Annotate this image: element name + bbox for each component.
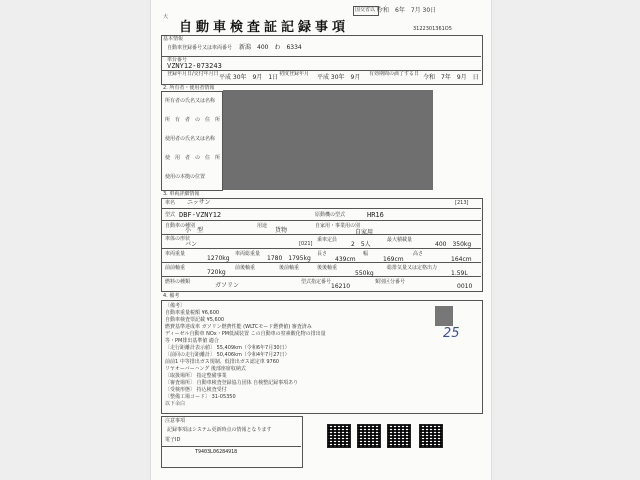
max-load-label: 最大積載量 [387,237,413,243]
chassis-label: 車台番号 [167,57,188,63]
class-no-value: 0010 [457,283,473,290]
basic-info-label: 基本情報 [163,36,184,42]
model-value: DBF-VZNY12 [179,211,222,219]
handwritten-number: 25 [443,326,460,341]
rear-rear-label: 後後軸重 [317,265,338,271]
qr-code-1 [327,424,351,448]
shape-value: バン [185,241,198,248]
weight-value: 1270kg [207,255,230,262]
kind-value: 小 型 [185,227,204,234]
top-right-label: 国交省以下 [353,6,379,16]
notice-text: 記録事項はシステム更新時点の情報となります [167,427,272,433]
rear-rear-value: 550kg [355,270,374,277]
first-year-value: 平成 30年 9月 [317,74,361,81]
rear-front-label: 後前軸重 [279,265,300,271]
vehicle-section-heading: 3. 車両詳細情報 [163,191,200,197]
purpose-value: 自家用 [355,229,374,236]
maker-label: 車名 [165,200,176,206]
height-label: 高さ [413,251,424,257]
type-no-label: 型式指定番号 [301,279,332,285]
maker-code: [213] [455,200,469,206]
note-line: 〔備考〕 [165,303,186,309]
owner-section-heading: 2. 所有者・使用者情報 [163,85,215,91]
title-prefix: 大 [163,14,169,20]
width-label: 幅 [363,251,369,257]
front-rear-label: 前後軸重 [235,265,256,271]
engine-value: HR16 [367,211,384,219]
gross-value: 1780 1795kg [267,255,311,262]
first-reg-value: 平成 30年 9月 1日 [219,74,279,81]
shape-code: [021] [299,241,313,247]
gross-label: 車両総重量 [235,251,261,257]
cert-label: 電子ID [165,437,181,443]
note-line: 等・PM排出基準値 適合 [165,338,219,344]
displacement-label: 総排気量又は定格出力 [387,265,438,271]
maker-value: ニッサン [187,199,211,206]
document-page [150,0,492,480]
expiry-value: 令和 7年 9月 日 [423,74,479,81]
use-value: 貨物 [275,227,288,234]
height-value: 164cm [451,256,472,263]
capacity-label: 乗車定員 [317,237,338,243]
reg-number-value: 新潟 400 わ 6334 [239,44,302,51]
shape-label: 車体の形状 [165,236,191,242]
note-line: 〔走行距離計表示値〕 55,409km（令和6年7月30日） [165,345,290,351]
first-year-label: 初度登録年月 [279,71,310,77]
note-line: リヤオーバーハング 後部座席収納式 [165,366,246,372]
cert-value: T9403L06284918 [195,449,238,455]
front-axle-value: 720kg [207,269,226,276]
engine-label: 原動機の型式 [315,212,346,218]
note-line: 〔前回の走行距離計〕 50,406km（令和4年7月27日） [165,352,290,358]
class-no-label: 類別区分番号 [375,279,406,285]
note-line: ディーゼル自動車 NOx・PM低減装置 この自動車の窒素酸化物の排出量 [165,331,326,337]
note-line: 〔受検形態〕 持込検査受付 [165,387,227,393]
owner-name-label: 所有者の氏名又は名称 [165,98,216,104]
note-line: 前前1 中等排出ガス規制、低排出ガス認定車 9760 [165,359,280,365]
fuel-value: ガソリン [215,282,240,289]
note-line: 自動車重量税額 ¥6,600 [165,310,220,316]
weight-label: 車両重量 [165,251,186,257]
expiry-label: 有効期間の満了する日 [369,71,420,77]
width-value: 169cm [383,256,404,263]
chassis-value: VZNY12-073243 [167,62,222,70]
top-right-date: 令和 6年 7月 30日 [377,7,437,14]
model-label: 型式 [165,212,176,218]
length-value: 439cm [335,256,356,263]
fuel-label: 燃料の種類 [165,279,191,285]
note-line: 〔審査場所〕 自動車検査登録協力団体 自検整記録事項あり [165,380,299,386]
reg-number-label: 自動車登録番号又は車両番号 [167,45,233,51]
type-no-value: 16210 [331,283,351,290]
user-address-label: 使 用 者 の 住 所 [165,155,221,161]
redaction-block [223,90,433,190]
purpose-label: 自家用・事業用の別 [315,223,361,229]
capacity-value: 2 5人 [351,241,371,248]
note-line: 〔取扱場所〕 指定整備事業 [165,373,227,379]
notice-heading: 注意事項 [165,418,186,424]
qr-code-2 [357,424,381,448]
notes-section-heading: 4. 備考 [163,293,180,299]
qr-code-3 [387,424,411,448]
document-number: 3122301361O5 [413,26,452,32]
notes-redaction [435,306,453,326]
first-reg-label: 登録年月日/交付年月日 [167,71,219,77]
document-title: 自動車検査証記録事項 [179,20,350,35]
use-label: 用途 [257,223,268,229]
owner-address-label: 所 有 者 の 住 所 [165,117,221,123]
user-name-label: 使用者の氏名又は名称 [165,136,216,142]
max-load-value: 400 350kg [435,241,472,248]
front-axle-label: 前前軸重 [165,265,186,271]
length-label: 長さ [317,251,328,257]
note-line: 〔整備工場コード〕 31-05350 [165,394,236,400]
qr-code-4 [419,424,443,448]
kind-label: 自動車の種別 [165,223,196,229]
displacement-value: 1.59L [451,270,468,277]
note-line: 以下余白 [165,401,186,407]
note-line: 燃費基準達成車 ガソリン燃費性能 (WLTCモード燃費値) 審査済み [165,324,312,330]
note-line: 自動車検査票記載 ¥5,600 [165,317,225,323]
base-location-label: 使用の本拠の位置 [165,174,206,180]
